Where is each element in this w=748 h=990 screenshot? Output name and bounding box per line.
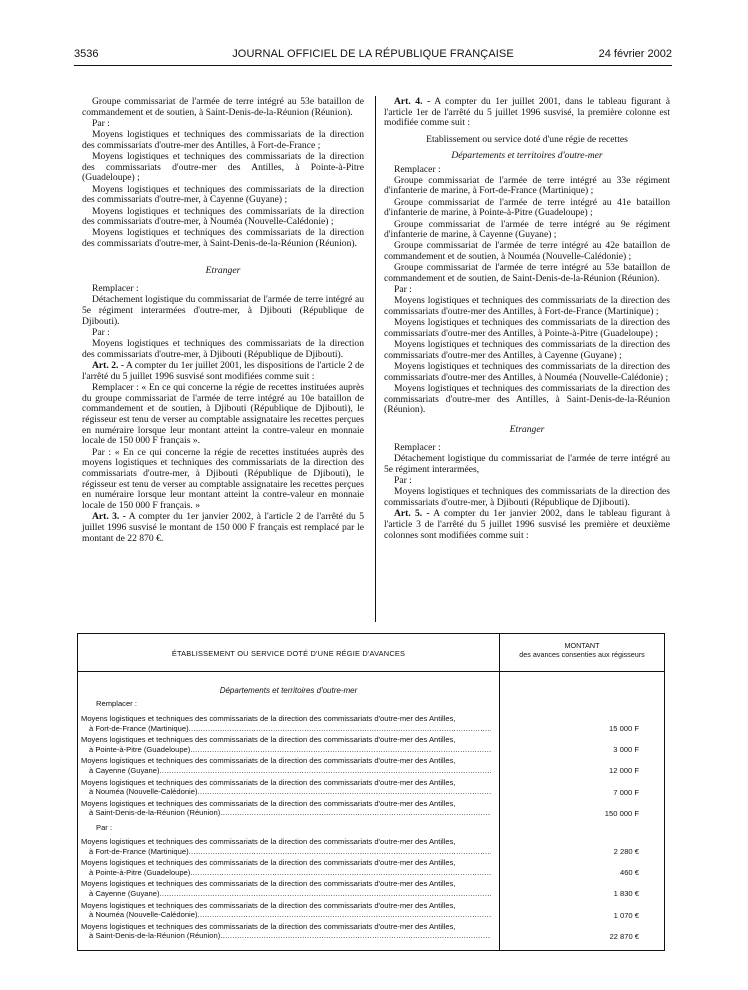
left-column bbox=[82, 97, 364, 545]
table-row bbox=[81, 858, 667, 880]
table-row bbox=[81, 714, 667, 736]
paragraph: Groupe commissariat de l'armée de terre intégré au 53e bataillon de commandement et de soutien, de Saint-Denis-de-la-Réunion (Réunion). bbox=[384, 262, 670, 285]
row-location: à Pointe-à-Pitre (Guadeloupe) ..... bbox=[89, 868, 491, 877]
paragraph: Détachement logistique du commissariat de l'armée de terre intégré au 5e régiment interarmées d'outre-mer, à Djibouti (République de Djibouti). bbox=[82, 294, 364, 327]
paragraph: Moyens logistiques et techniques des commissariats de la direction des commissariats d'outre-mer, à Saint-Denis-de-la-Réunion (Réunion). bbox=[82, 227, 364, 250]
subheading: Etablissement ou service doté d'une régie de recettes bbox=[426, 134, 628, 146]
row-description: Moyens logistiques et techniques des commissariats de la direction des commissariats d'outre-mer des Antilles, bbox=[81, 900, 456, 910]
paragraph: Groupe commissariat de l'armée de terre intégré au 33e régiment d'infanterie de marine, à Fort-de-France (Martinique) ; bbox=[384, 174, 670, 197]
row-description: Moyens logistiques et techniques des commissariats de la direction des commissariats d'outre-mer des Antilles, bbox=[81, 879, 456, 889]
row-amount: 7 000 F bbox=[613, 787, 639, 797]
row-location: à Nouméa (Nouvelle-Calédonie) ..... bbox=[89, 787, 491, 796]
paragraph: Détachement logistique du commissariat de l'armée de terre intégré au 5e régiment interarmées, bbox=[384, 453, 670, 475]
par-label: Par : bbox=[394, 284, 412, 296]
row-amount: 1 830 € bbox=[613, 889, 639, 899]
table-row bbox=[81, 756, 667, 778]
article-5 bbox=[384, 509, 670, 541]
row-location: à Nouméa (Nouvelle-Calédonie) ..... bbox=[89, 910, 491, 919]
par-label: Par : bbox=[92, 117, 110, 129]
table-row bbox=[81, 837, 667, 859]
paragraph: Moyens logistiques et techniques des commissariats de la direction des commissariats d'outre-mer, à Djibouti (République de Djibouti). bbox=[82, 338, 364, 360]
paragraph: Moyens logistiques et techniques des commissariats de la direction des commissariats d'outre-mer des Antilles, à Nouméa (Nouvelle-Calédonie) ; bbox=[384, 361, 670, 383]
row-description: Moyens logistiques et techniques des commissariats de la direction des commissariats d'outre-mer des Antilles, bbox=[81, 735, 456, 745]
table-row bbox=[81, 901, 667, 923]
section-heading: Etranger bbox=[205, 265, 241, 277]
paragraph: Moyens logistiques et techniques des commissariats de la direction des commissariats d'outre-mer des Antilles, à Pointe-à-Pitre (Guadeloupe) ; bbox=[384, 317, 670, 340]
row-description: Moyens logistiques et techniques des commissariats de la direction des commissariats d'outre-mer des Antilles, bbox=[81, 858, 456, 868]
page-number: 3536 bbox=[74, 48, 99, 60]
article-text: A compter du 1er janvier 2002, à l'article 2 de l'arrêté du 5 juillet 1996 susvisé le montant de 150 000 F français est remplacé par le montant de 22 870 €. bbox=[82, 511, 364, 544]
paragraph: Groupe commissariat de l'armée de terre intégré au 9e régiment d'infanterie de marine, à Cayenne (Guyane) ; bbox=[384, 218, 670, 241]
paragraph: Moyens logistiques et techniques des commissariats de la direction des commissariats d'outre-mer, à Djibouti (République de Djibouti). bbox=[384, 486, 670, 508]
row-location: à Fort-de-France (Martinique) ..... bbox=[89, 724, 491, 733]
row-location: à Saint-Denis-de-la-Réunion (Réunion) ..... bbox=[89, 808, 491, 817]
row-location: à Cayenne (Guyane) ..... bbox=[89, 766, 491, 775]
row-description: Moyens logistiques et techniques des commissariats de la direction des commissariats d'outre-mer des Antilles, bbox=[81, 714, 456, 723]
row-amount: 3 000 F bbox=[613, 745, 639, 755]
row-location: à Pointe-à-Pitre (Guadeloupe) ..... bbox=[89, 745, 491, 754]
journal-title: JOURNAL OFFICIEL DE LA RÉPUBLIQUE FRANÇAISE bbox=[232, 48, 514, 60]
row-amount: 2 280 € bbox=[613, 847, 639, 856]
advances-table bbox=[77, 633, 665, 951]
article-label: Art. 5. - bbox=[394, 508, 430, 520]
row-description: Moyens logistiques et techniques des commissariats de la direction des commissariats d'outre-mer des Antilles, bbox=[81, 837, 456, 846]
header-rule bbox=[74, 65, 672, 66]
table-header-amount-title: MONTANT bbox=[564, 641, 600, 650]
table-row bbox=[81, 735, 667, 757]
article-4 bbox=[384, 97, 670, 129]
table-par-label: Par : bbox=[96, 823, 113, 832]
row-description: Moyens logistiques et techniques des commissariats de la direction des commissariats d'outre-mer des Antilles, bbox=[81, 798, 456, 808]
row-amount: 1 070 € bbox=[613, 910, 639, 920]
row-amount: 150 000 F bbox=[604, 808, 639, 818]
paragraph: Moyens logistiques et techniques des commissariats de la direction des commissariats d'outre-mer des Antilles, à Fort-de-France (Martinique) ; bbox=[384, 295, 670, 318]
paragraph: Moyens logistiques et techniques des commissariats de la direction des commissariats d'outre-mer des Antilles, à Saint-Denis-de-la-Réunion (Réunion). bbox=[384, 383, 670, 416]
table-header-amount bbox=[500, 642, 664, 659]
article-label: Art. 4. - bbox=[394, 96, 431, 107]
article-text: A compter du 1er janvier 2002, dans le tableau figurant à l'article 3 de l'arrêté du 5 juillet 1996 susvisé les première et deuxième colonnes sont modifiées comme suit : bbox=[384, 508, 670, 541]
row-description: Moyens logistiques et techniques des commissariats de la direction des commissariats d'outre-mer des Antilles, bbox=[81, 777, 456, 787]
row-location: à Fort-de-France (Martinique) ..... bbox=[89, 847, 491, 856]
section-heading: Etranger bbox=[509, 424, 545, 436]
table-section-heading: Départements et territoires d'outre-mer bbox=[219, 686, 358, 695]
paragraph: Moyens logistiques et techniques des commissariats de la direction des commissariats d'outre-mer, à Nouméa (Nouvelle-Calédonie) ; bbox=[82, 205, 364, 228]
row-location: à Cayenne (Guyane) ..... bbox=[89, 889, 491, 898]
paragraph: Moyens logistiques et techniques des commissariats de la direction des commissariats d'outre-mer des Antilles, à Pointe-à-Pitre (Guadeloupe) ; bbox=[82, 151, 364, 184]
paragraph: Groupe commissariat de l'armée de terre intégré au 42e bataillon de commandement et de soutien, à Nouméa (Nouvelle-Calédonie) ; bbox=[384, 240, 670, 263]
column-divider bbox=[375, 96, 376, 622]
article-text: A compter du 1er juillet 2001, les dispositions de l'article 2 de l'arrêté du 5 juillet 1996 susvisé sont modifiées comme suit : bbox=[82, 359, 365, 382]
remplacer-label: Remplacer : bbox=[394, 441, 441, 453]
paragraph: Groupe commissariat de l'armée de terre intégré au 41e bataillon d'infanterie de marine, à Pointe-à-Pitre (Guadeloupe) ; bbox=[384, 196, 670, 219]
paragraph: Remplacer : « En ce qui concerne la régie de recettes instituées auprès du groupe commissariat de l'armée de terre intégré au 10e bataillon de commandement et de soutien, à Djibouti (République de Djibouti), le régisseur est tenu de verser au comptable assignataire les recettes perçues en numéraire lorsque leur montant atteint la contre-valeur en monnaie locale de 150 000 F français ». bbox=[82, 381, 364, 447]
remplacer-label: Remplacer : bbox=[394, 163, 441, 175]
paragraph: Moyens logistiques et techniques des commissariats de la direction des commissariats d'outre-mer des Antilles, à Fort-de-France ; bbox=[82, 129, 364, 151]
remplacer-label: Remplacer : bbox=[92, 283, 139, 295]
paragraph: Par : « En ce qui concerne la régie de recettes instituées auprès des moyens logistiques et techniques des commissariats de la direction des commissariats d'outre-mer, à Djibouti (République de Djibouti), le régisseur est tenu de verser au comptable assignataire les recettes perçues en numéraire lorsque leur montant atteint la contre-valeur en monnaie locale de 150 000 F français. » bbox=[82, 446, 364, 512]
paragraph: Groupe commissariat de l'armée de terre intégré au 53e bataillon de commandement et de soutien, à Saint-Denis-de-la-Réunion (Réunion). bbox=[82, 96, 364, 118]
row-amount: 22 870 € bbox=[609, 931, 639, 941]
table-row bbox=[81, 799, 667, 821]
table-header-establishment: ÉTABLISSEMENT OU SERVICE DOTÉ D'UNE RÉGIE D'AVANCES bbox=[171, 649, 406, 658]
row-description: Moyens logistiques et techniques des commissariats de la direction des commissariats d'outre-mer des Antilles, bbox=[81, 921, 456, 931]
row-amount: 12 000 F bbox=[609, 766, 639, 776]
article-3 bbox=[82, 512, 364, 544]
article-2 bbox=[82, 361, 364, 382]
article-label: Art. 3. - bbox=[92, 511, 126, 523]
row-location: à Saint-Denis-de-la-Réunion (Réunion) ..... bbox=[89, 931, 491, 940]
table-row bbox=[81, 778, 667, 800]
paragraph: Moyens logistiques et techniques des commissariats de la direction des commissariats d'outre-mer des Antilles, à Cayenne (Guyane) ; bbox=[384, 339, 670, 361]
table-row bbox=[81, 879, 667, 901]
row-description: Moyens logistiques et techniques des commissariats de la direction des commissariats d'outre-mer des Antilles, bbox=[81, 756, 456, 766]
table-row bbox=[81, 922, 667, 944]
row-amount: 460 € bbox=[619, 868, 639, 878]
paragraph: Moyens logistiques et techniques des commissariats de la direction des commissariats d'outre-mer, à Cayenne (Guyane) ; bbox=[82, 183, 364, 206]
par-label: Par : bbox=[394, 475, 412, 486]
page-header bbox=[74, 48, 672, 64]
row-amount: 15 000 F bbox=[609, 724, 639, 733]
header-separator bbox=[78, 671, 664, 672]
article-label: Art. 2. - bbox=[92, 359, 125, 371]
issue-date: 24 février 2002 bbox=[598, 48, 672, 60]
par-label: Par : bbox=[92, 326, 110, 338]
table-remplacer-label: Remplacer : bbox=[96, 699, 137, 708]
table-header-amount-subtitle: des avances consenties aux régisseurs bbox=[519, 649, 645, 659]
section-heading: Départements et territoires d'outre-mer bbox=[451, 149, 603, 161]
right-column bbox=[384, 97, 670, 542]
article-text: A compter du 1er juillet 2001, dans le tableau figurant à l'article 1er de l'arrêté du 5 juillet 1996 susvisé, la première colonne est modifiée comme suit : bbox=[384, 96, 670, 129]
